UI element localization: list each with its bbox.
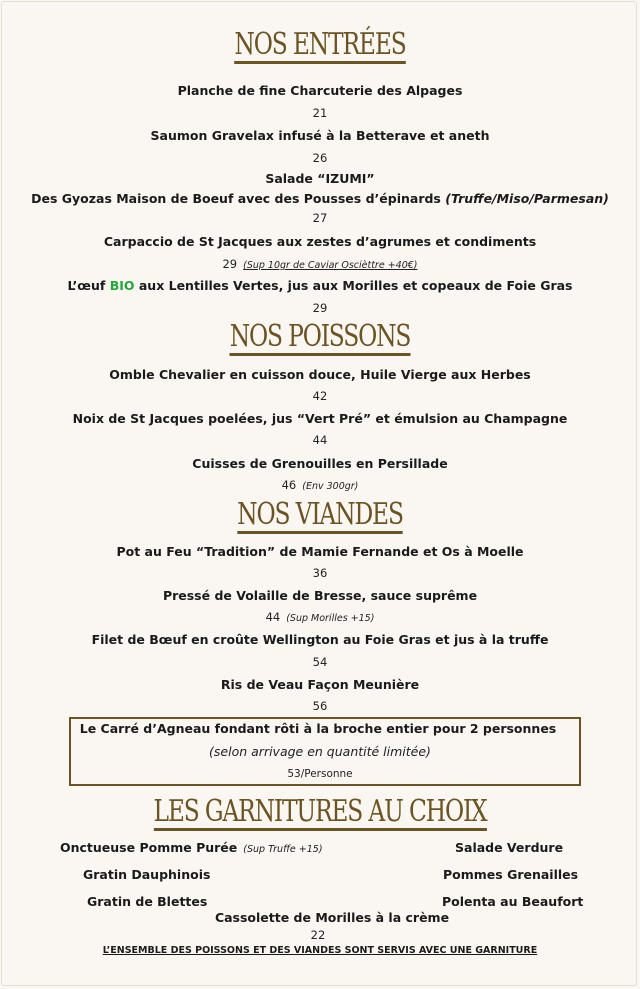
side-dish: Onctueuse Pomme Purée (Sup Truffe +15) xyxy=(60,840,323,855)
dish-note: (Sup 10gr de Caviar Oscièttre +40€) xyxy=(243,260,418,271)
section-title-viandes: NOS VIANDES xyxy=(237,497,403,532)
section-title-garnitures: LES GARNITURES AU CHOIX xyxy=(153,794,487,829)
dish-price: 29 (Sup 10gr de Caviar Oscièttre +40€) xyxy=(222,257,418,271)
dish-name: Saumon Gravelax infusé à la Betterave et aneth xyxy=(150,128,490,143)
dish-price: 26 xyxy=(312,151,328,165)
dish-name: Des Gyozas Maison de Boeuf avec des Pousses d’épinards (Truffe/Miso/Parmesan) xyxy=(31,191,609,206)
side-dish: Salade Verdure xyxy=(455,840,564,855)
menu-page xyxy=(1,1,637,986)
dish-name: Filet de Bœuf en croûte Wellington au Foie Gras et jus à la truffe xyxy=(91,632,549,647)
side-dish-center: Cassolette de Morilles à la crème xyxy=(214,910,450,925)
dish-price: 44 xyxy=(312,433,328,447)
special-dish-price: 53/Personne xyxy=(287,768,353,780)
side-dish-note: (Sup Truffe +15) xyxy=(243,844,323,855)
dish-name: Pot au Feu “Tradition” de Mamie Fernande et Os à Moelle xyxy=(116,544,524,559)
dish-price: 21 xyxy=(312,106,328,120)
dish-name: Omble Chevalier en cuisson douce, Huile Vierge aux Herbes xyxy=(109,367,531,382)
dish-note: (Env 300gr) xyxy=(302,481,359,492)
side-dish: Gratin Dauphinois xyxy=(83,867,211,882)
dish-name: Cuisses de Grenouilles en Persillade xyxy=(192,456,448,471)
dish-name: Planche de fine Charcuterie des Alpages xyxy=(177,83,463,98)
dish-price: 56 xyxy=(312,699,328,713)
dish-price: 42 xyxy=(312,389,328,403)
special-dish-name: Le Carré d’Agneau fondant rôti à la broche entier pour 2 personnes xyxy=(79,721,557,736)
dish-note: (Sup Morilles +15) xyxy=(286,613,375,624)
side-dish: Pommes Grenailles xyxy=(443,867,579,882)
dish-suffix: (Truffe/Miso/Parmesan) xyxy=(445,191,609,206)
section-title-entrees: NOS ENTRÉES xyxy=(234,27,406,62)
dish-name: Pressé de Volaille de Bresse, sauce suprême xyxy=(162,588,478,603)
dish-price: 29 xyxy=(312,301,328,315)
dish-price: 46 (Env 300gr) xyxy=(281,478,359,492)
dish-price: 44 (Sup Morilles +15) xyxy=(265,610,375,624)
dish-price: 36 xyxy=(312,566,328,580)
dish-name: Salade “IZUMI” xyxy=(265,171,375,186)
dish-name: Noix de St Jacques poelées, jus “Vert Pré” et émulsion au Champagne xyxy=(72,411,568,426)
side-dish: Polenta au Beaufort xyxy=(442,894,584,909)
side-dish: Gratin de Blettes xyxy=(87,894,208,909)
dish-name: L’œuf BIO aux Lentilles Vertes, jus aux Morilles et copeaux de Foie Gras xyxy=(67,278,573,293)
dish-price: 27 xyxy=(312,211,328,225)
footer-note: L’ENSEMBLE DES POISSONS ET DES VIANDES SONT SERVIS AVEC UNE GARNITURE xyxy=(102,945,538,956)
dish-name: Ris de Veau Façon Meunière xyxy=(220,677,420,692)
special-dish-note: (selon arrivage en quantité limitée) xyxy=(209,744,431,759)
dish-name: Carpaccio de St Jacques aux zestes d’agrumes et condiments xyxy=(103,234,537,249)
bio-badge: BIO xyxy=(109,278,135,293)
dish-price: 54 xyxy=(312,655,328,669)
side-dish-price: 22 xyxy=(310,928,326,942)
section-title-poissons: NOS POISSONS xyxy=(229,319,411,354)
